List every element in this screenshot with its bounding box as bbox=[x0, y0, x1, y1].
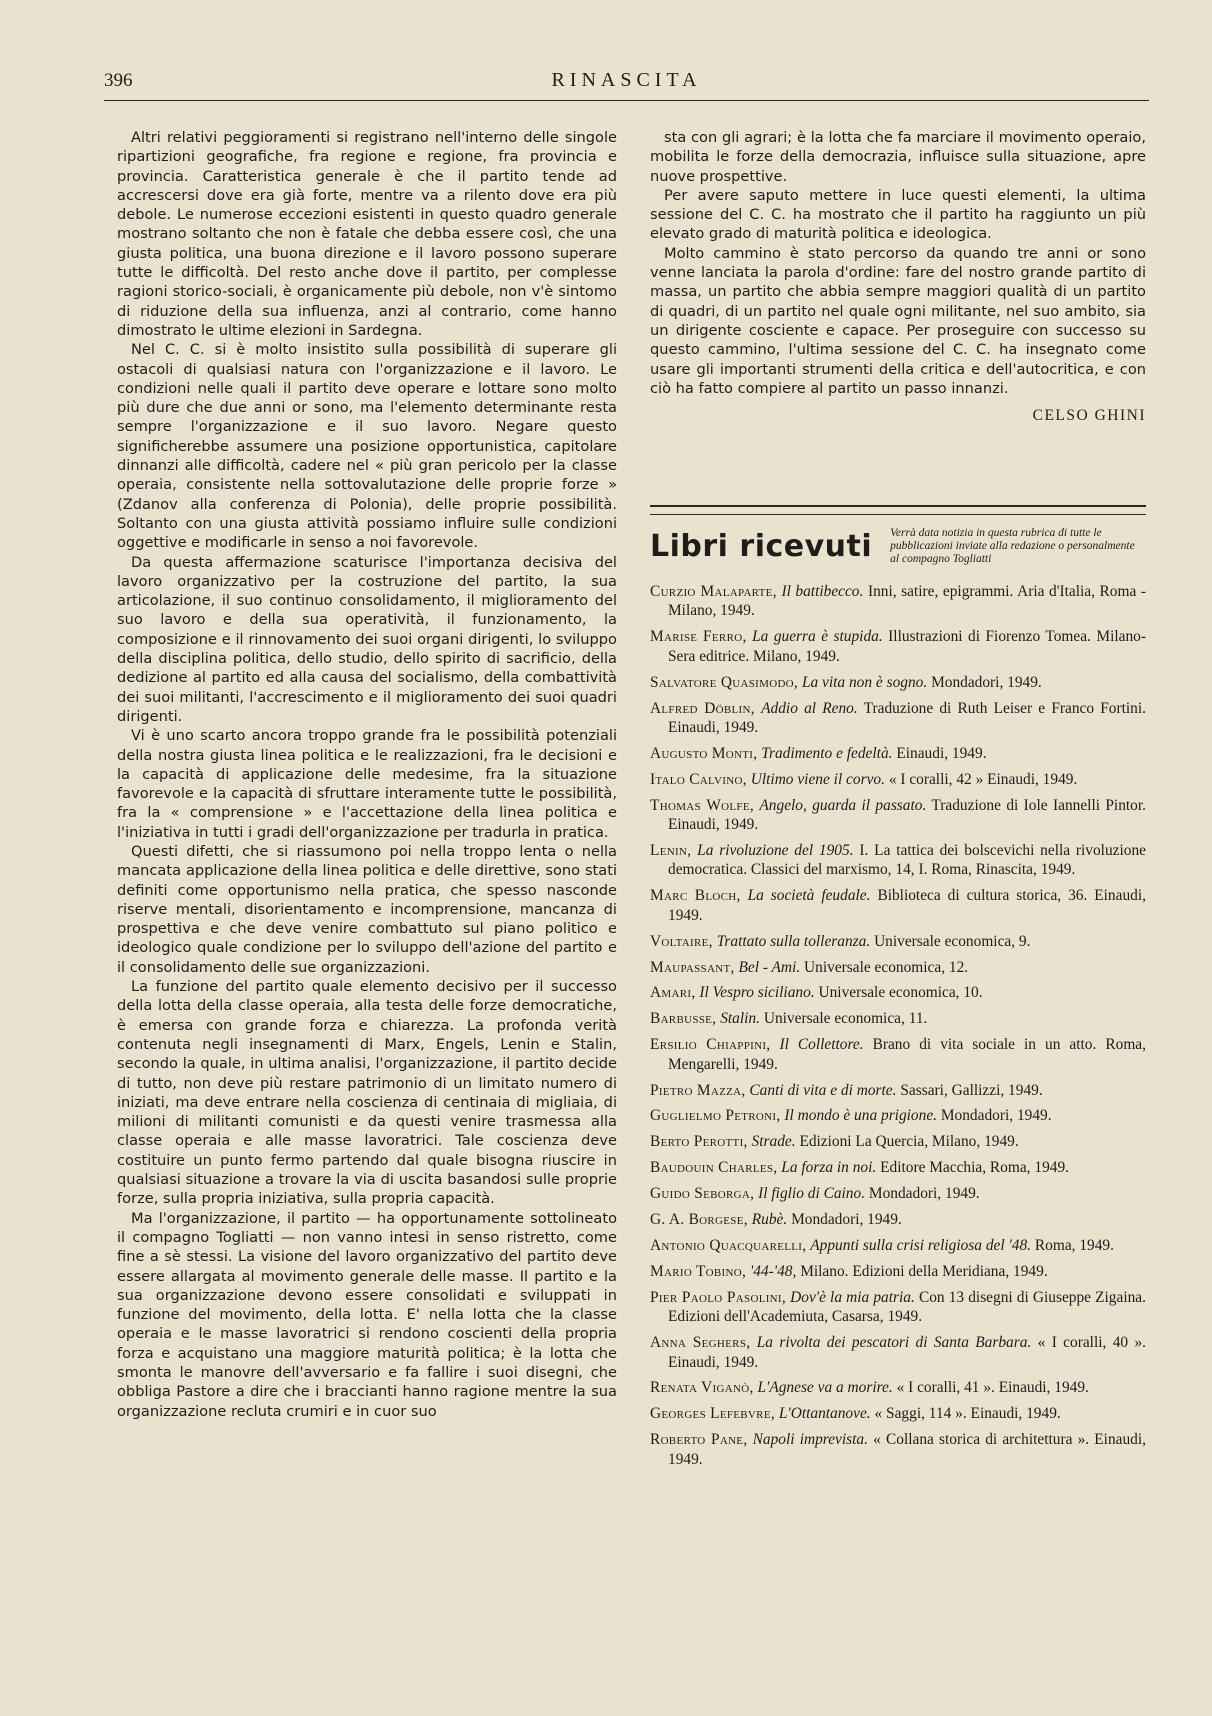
book-title: Stalin. bbox=[720, 1010, 760, 1028]
book-entry bbox=[650, 744, 1146, 763]
article-paragraph: La funzione del partito quale elemento decisivo per il successo della lotta della classe operaia, alla testa delle forze democratiche, è emersa con grande forza e chiarezza. La profonda verità contenuta negli insegnamenti di Marx, Engels, Lenin e Stalin, secondo la quale, in ultima analisi, l'organizzazione, il partito decide di tutto, non deve più restare patrimonio di un limitato numero di iniziati, ma deve entrare nella coscienza di centinaia di migliaia, di milioni di militanti comunisti e da questi venire trasmessa alla classe operaia e alle masse lavoratrici. Tale coscienza deve costituire un punto fermo partendo dal quale bisogna riuscire in qualsiasi situazione a trovare la via di uscita basandosi sulle proprie forze, sulla propria iniziativa, sulla propria capacità. bbox=[117, 978, 617, 1208]
book-title: Addio al Reno. bbox=[761, 699, 858, 717]
books-note: Verrà data notizia in questa rubrica di tutte le pubblicazioni inviate alla redazione o personalmente al compagno Togliatti bbox=[890, 527, 1135, 565]
book-details: « Collana storica di architettura ». Einaudi, 1949. bbox=[668, 1431, 1146, 1468]
book-author: Baudouin Charles, bbox=[650, 1159, 778, 1177]
book-author: Lenin, bbox=[650, 841, 692, 859]
book-entry bbox=[650, 1378, 1146, 1397]
book-details: I. La tattica dei bolscevichi nella rivoluzione democratica. Classici del marxismo, 14, I. Roma, Rinascita, 1949. bbox=[668, 841, 1146, 879]
book-details: Illustrazioni di Fiorenzo Tomea. Milano-Sera editrice. Milano, 1949. bbox=[668, 628, 1146, 665]
book-author: Barbusse, bbox=[650, 1010, 717, 1028]
page-header bbox=[104, 66, 1149, 101]
article-left-column bbox=[117, 128, 617, 1421]
book-title: La vita non è sogno. bbox=[801, 673, 928, 691]
book-details: Universale economica, 10. bbox=[818, 984, 983, 1002]
book-title: Il battibecco. bbox=[781, 583, 864, 600]
book-title: La rivolta dei pescatori di Santa Barbara. bbox=[756, 1334, 1032, 1352]
book-entry bbox=[650, 983, 1146, 1002]
book-details: Brano di vita sociale in un atto. Roma, Mengarelli, 1949. bbox=[668, 1036, 1146, 1073]
book-author: Antonio Quacquarelli, bbox=[650, 1236, 807, 1254]
book-entry bbox=[650, 1262, 1146, 1281]
book-author: Marise Ferro, bbox=[650, 628, 747, 646]
book-author: Guido Seborga, bbox=[650, 1185, 755, 1203]
book-details: Sassari, Gallizzi, 1949. bbox=[900, 1081, 1043, 1099]
book-details: « I coralli, 42 » Einaudi, 1949. bbox=[888, 770, 1078, 788]
book-details: Editore Macchia, Roma, 1949. bbox=[880, 1159, 1070, 1177]
book-entry bbox=[650, 1430, 1146, 1469]
book-entry bbox=[650, 958, 1146, 977]
book-author: Mario Tobino, bbox=[650, 1262, 747, 1280]
book-author: Berto Perotti, bbox=[650, 1133, 748, 1151]
book-details: Edizioni La Quercia, Milano, 1949. bbox=[799, 1133, 1019, 1151]
book-details: Roma, 1949. bbox=[1034, 1236, 1114, 1254]
book-author: Ersilio Chiappini, bbox=[650, 1036, 771, 1054]
book-title: Il Collettore. bbox=[779, 1036, 864, 1054]
books-received-section bbox=[650, 505, 1146, 1476]
book-entry bbox=[650, 1288, 1146, 1327]
book-title: Angelo, guarda il passato. bbox=[759, 796, 927, 814]
book-entry bbox=[650, 1404, 1146, 1423]
book-author: Marc Bloch, bbox=[650, 887, 741, 905]
book-title: Rubè. bbox=[751, 1211, 788, 1229]
book-entry bbox=[650, 1132, 1146, 1151]
book-details: Mondadori, 1949. bbox=[868, 1185, 980, 1203]
book-title: Dov'è la mia patria. bbox=[790, 1288, 915, 1306]
book-author: Curzio Malaparte, bbox=[650, 583, 777, 600]
book-title: La forza in noi. bbox=[781, 1159, 877, 1177]
book-details: Einaudi, 1949. bbox=[896, 744, 987, 762]
book-title: L'Ottantanove. bbox=[778, 1405, 871, 1423]
book-title: Trattato sulla tolleranza. bbox=[716, 932, 871, 950]
book-details: Universale economica, 9. bbox=[874, 932, 1031, 950]
article-paragraph: Vi è uno scarto ancora troppo grande fra le possibilità potenziali della nostra giusta linea politica e le realizzazioni, fra le decisioni e la capacità di applicazione delle medesime, fra la situazione favorevole e la capacità di sfruttare interamente tutte le possibilità, fra la « comprensione » e l'accettazione della linea politica e l'iniziativa in tutti i gradi dell'organizzazione per tradurla in pratica. bbox=[117, 727, 617, 841]
book-author: G. A. Borgese, bbox=[650, 1211, 748, 1229]
book-title: '44-'48, bbox=[749, 1262, 797, 1280]
book-entry bbox=[650, 770, 1146, 789]
book-title: Ultimo viene il corvo. bbox=[750, 770, 885, 788]
book-author: Pietro Mazza, bbox=[650, 1081, 746, 1099]
book-list bbox=[650, 582, 1146, 1469]
book-title: Appunti sulla crisi religiosa del '48. bbox=[810, 1236, 1032, 1254]
book-entry bbox=[650, 1333, 1146, 1372]
book-title: Napoli imprevista. bbox=[752, 1431, 868, 1449]
book-title: La società feudale. bbox=[747, 887, 871, 905]
book-author: Roberto Pane, bbox=[650, 1431, 748, 1449]
article-paragraph: Per avere saputo mettere in luce questi elementi, la ultima sessione del C. C. ha mostrato che il partito ha raggiunto un più elevato grado di maturità politica e ideologica. bbox=[650, 186, 1146, 243]
book-entry bbox=[650, 1035, 1146, 1074]
book-details: « I coralli, 40 ». Einaudi, 1949. bbox=[668, 1334, 1146, 1371]
book-details: « I coralli, 41 ». Einaudi, 1949. bbox=[896, 1379, 1089, 1397]
author-signature: CELSO GHINI bbox=[1032, 407, 1146, 425]
book-entry bbox=[650, 1210, 1146, 1229]
article-right-column bbox=[650, 128, 1146, 425]
book-details: Biblioteca di cultura storica, 36. Einaudi, 1949. bbox=[668, 887, 1146, 924]
book-details: Universale economica, 12. bbox=[804, 958, 969, 976]
book-title: Il Vespro siciliano. bbox=[699, 984, 815, 1002]
book-details: Mondadori, 1949. bbox=[940, 1107, 1052, 1125]
book-title: L'Agnese va a morire. bbox=[757, 1379, 893, 1397]
book-details: Mondadori, 1949. bbox=[931, 673, 1042, 691]
book-entry bbox=[650, 1236, 1146, 1255]
article-paragraph: Ma l'organizzazione, il partito — ha opportunamente sottolineato il compagno Togliatti — non vanno intesi in senso ristretto, come fine a sè stessi. La visione del lavoro organizzativo del partito deve essere allargata al movimento generale delle masse. Il partito e la sua organizzazione devono essere consolidati e sviluppati in funzione del movimento, della lotta. E' nella lotta che la classe operaia e le masse lavoratrici si rendono coscienti della propria forza e acquistano una maggiore maturità politica; è la lotta che smonta le manovre dell'avversario e fa fallire i suoi disegni, che obbliga Pastore a dire che i braccianti hanno ragione mentre la sua organizzazione recluta crumiri e in cuor suo bbox=[117, 1209, 617, 1420]
section-divider bbox=[650, 505, 1146, 515]
book-author: Salvatore Quasimodo, bbox=[650, 673, 799, 691]
book-details: « Saggi, 114 ». Einaudi, 1949. bbox=[874, 1405, 1061, 1423]
book-title: Strade. bbox=[751, 1133, 796, 1151]
book-details: Con 13 disegni di Giuseppe Zigaina. Edizioni dell'Academiuta, Casarsa, 1949. bbox=[668, 1288, 1146, 1326]
book-details: Traduzione di Ruth Leiser e Franco Fortini. Einaudi, 1949. bbox=[668, 699, 1146, 736]
article-paragraph: Questi difetti, che si riassumono poi nella troppo lenta o nella mancata applicazione della linea politica e delle direttive, sono stati definiti come opportunismo nella pratica, che spesso nasconde riserve mentali, disorientamento e incomprensione, mancanza di prospettiva e che deve venire combattuto sul piano politico e ideologico quale condizione per lo sviluppo dell'azione del partito e il consolidamento delle sue organizzazioni. bbox=[117, 842, 617, 976]
book-author: Voltaire, bbox=[650, 932, 713, 950]
book-author: Augusto Monti, bbox=[650, 744, 758, 762]
book-author: Pier Paolo Pasolini, bbox=[650, 1288, 787, 1306]
book-entry bbox=[650, 673, 1146, 692]
article-paragraph: Altri relativi peggioramenti si registrano nell'interno delle singole ripartizioni geografiche, fra regione e regione, fra provincia e provincia. Caratteristica generale è che il partito tende ad accrescersi dove era già forte, mentre va a rilento dove era più debole. Le numerose eccezioni esistenti in questo quadro generale mostrano soltanto che non è fatale che debba essere così, che una giusta politica, una buona direzione e il lavoro possono superare tutte le difficoltà. Del resto anche dove il partito, per complesse ragioni storico-sociali, è organicamente più debole, non v'è sintomo di riduzione della sua influenza, anzi al contrario, come hanno dimostrato le ultime elezioni in Sardegna. bbox=[117, 129, 617, 339]
book-entry bbox=[650, 841, 1146, 880]
book-entry bbox=[650, 932, 1146, 951]
article-paragraph: sta con gli agrari; è la lotta che fa marciare il movimento operaio, mobilita le forze della democrazia, influisce sulla situazione, apre nuove prospettive. bbox=[650, 129, 1146, 185]
book-author: Maupassant, bbox=[650, 958, 735, 976]
book-entry bbox=[650, 699, 1146, 738]
book-details: Inni, satire, epigrammi. Aria d'Italia, Roma - Milano, 1949. bbox=[668, 583, 1146, 620]
book-author: Italo Calvino, bbox=[650, 770, 747, 788]
books-heading bbox=[650, 527, 1146, 566]
book-author: Thomas Wolfe, bbox=[650, 796, 755, 814]
book-title: Tradimento e fedeltà. bbox=[761, 744, 893, 762]
book-title: La rivoluzione del 1905. bbox=[697, 841, 854, 859]
article-paragraph: Da questa affermazione scaturisce l'importanza decisiva del lavoro organizzativo per la costruzione del partito, la sua articolazione, il suo continuo consolidamento, il miglioramento del suo lavoro e della sua operatività, il funzionamento, la composizione e il rinnovamento dei suoi organi dirigenti, lo sviluppo della disciplina politica, dello studio, dello spirito di sacrificio, della dedizione al partito ed alla causa del socialismo, della combattività dei suoi militanti, l'accrescimento e il miglioramento dei suoi quadri dirigenti. bbox=[117, 553, 617, 725]
book-title: Il figlio di Caino. bbox=[758, 1185, 866, 1203]
book-details: Traduzione di Iole Iannelli Pintor. Einaudi, 1949. bbox=[668, 796, 1146, 834]
article-paragraph: Nel C. C. si è molto insistito sulla possibilità di superare gli ostacoli di qualsiasi natura con l'organizzazione e il lavoro. Le condizioni nelle quali il partito deve operare e lottare sono molto più dure che due anni or sono, ma l'elemento determinante resta sempre l'organizzazione e il suo lavoro. Negare questo significherebbe assumere una posizione opportunistica, capitolare dinnanzi alle difficoltà, cadere nel « più gran pericolo per la classe operaia, consistente nella sottovalutazione delle proprie forze » (Zdanov alla conferenza di Polonia), delle proprie possibilità. Soltanto con una giusta attività possiamo influire sulle condizioni oggettive e modificarle in senso a noi favorevole. bbox=[117, 341, 617, 552]
book-entry bbox=[650, 1158, 1146, 1177]
books-title: Libri ricevuti bbox=[650, 529, 873, 564]
book-title: La guerra è stupida. bbox=[752, 628, 883, 646]
book-entry bbox=[650, 582, 1146, 621]
book-title: Canti di vita e di morte. bbox=[749, 1081, 897, 1099]
book-details: Universale economica, 11. bbox=[763, 1010, 928, 1028]
book-entry bbox=[650, 1106, 1146, 1125]
running-title: RINASCITA bbox=[551, 69, 702, 91]
book-author: Guglielmo Petroni, bbox=[650, 1107, 781, 1125]
book-author: Amari, bbox=[650, 984, 696, 1002]
book-entry bbox=[650, 886, 1146, 925]
book-author: Renata Viganò, bbox=[650, 1379, 754, 1397]
book-details: Milano. Edizioni della Meridiana, 1949. bbox=[800, 1262, 1048, 1280]
article-paragraph: Molto cammino è stato percorso da quando tre anni or sono venne lanciata la parola d'ordine: fare del nostro grande partito di massa, un partito che abbia sempre maggiori qualità di un partito di quadri, di un partito nel quale ogni militante, nel suo ambito, sia un dirigente cosciente e capace. Per proseguire con successo su questo cammino, l'ultima sessione del C. C. ha insegnato come usare gli importanti strumenti della critica e dell'autocritica, e con ciò ha fatto compiere al partito un passo innanzi. bbox=[650, 244, 1146, 397]
book-title: Bel - Ami. bbox=[738, 958, 801, 976]
book-entry bbox=[650, 1081, 1146, 1100]
book-title: Il mondo è una prigione. bbox=[784, 1107, 937, 1125]
book-author: Anna Seghers, bbox=[650, 1334, 751, 1352]
book-author: Alfred Döblin, bbox=[650, 699, 755, 717]
book-entry bbox=[650, 1009, 1146, 1028]
book-entry bbox=[650, 627, 1146, 666]
page-number: 396 bbox=[104, 70, 133, 91]
book-entry bbox=[650, 796, 1146, 835]
book-details: Mondadori, 1949. bbox=[791, 1211, 902, 1229]
book-entry bbox=[650, 1184, 1146, 1203]
book-author: Georges Lefebvre, bbox=[650, 1405, 775, 1423]
